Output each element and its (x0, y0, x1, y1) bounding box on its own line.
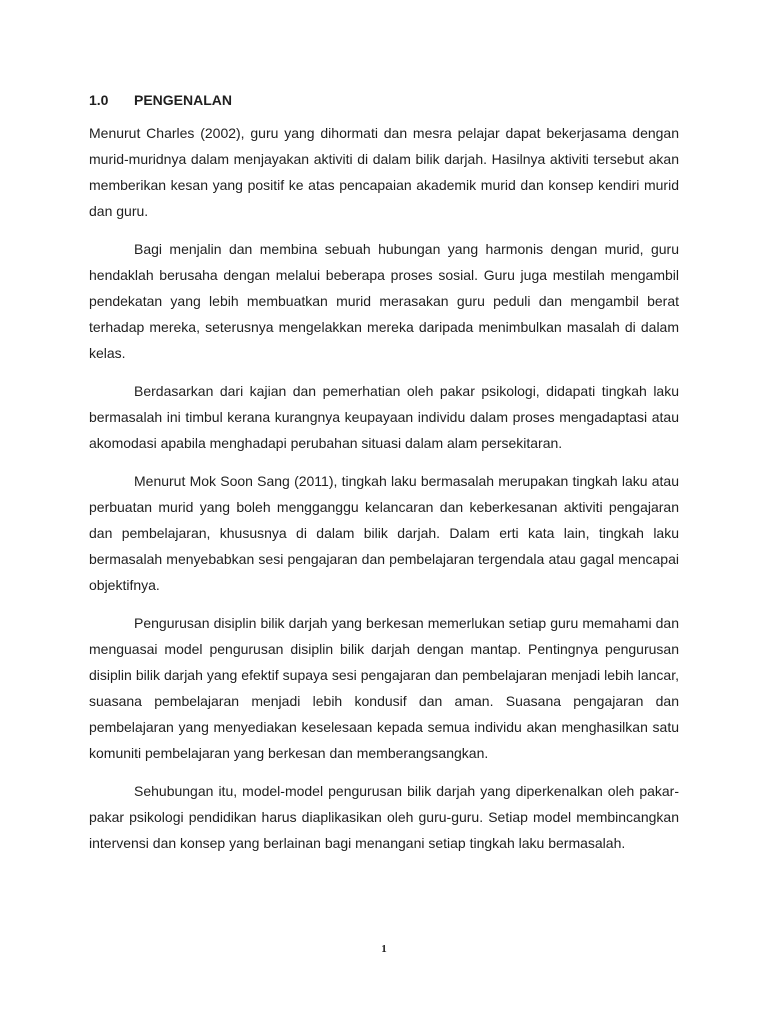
page-number: 1 (381, 943, 387, 955)
paragraph-4: Menurut Mok Soon Sang (2011), tingkah laku bermasalah merupakan tingkah laku atau perbuatan murid yang boleh mengganggu kelancaran dan keberkesanan aktiviti pengajaran dan pembelajaran, khususnya di dalam bilik darjah. Dalam erti kata lain, tingkah laku bermasalah menyebabkan sesi pengajaran dan pembelajaran tergendala atau gagal mencapai objektifnya. (89, 473, 679, 593)
paragraph-2: Bagi menjalin dan membina sebuah hubungan yang harmonis dengan murid, guru hendaklah berusaha dengan melalui beberapa proses sosial. Guru juga mestilah mengambil pendekatan yang lebih membuatkan murid merasakan guru peduli dan mengambil berat terhadap mereka, seterusnya mengelakkan mereka daripada menimbulkan masalah di dalam kelas. (89, 241, 679, 361)
section-heading (89, 88, 679, 112)
page-content (89, 88, 679, 868)
paragraph-6: Sehubungan itu, model-model pengurusan bilik darjah yang diperkenalkan oleh pakar-pakar psikologi pendidikan harus diaplikasikan oleh guru-guru. Setiap model membincangkan intervensi dan konsep yang berlainan bagi menangani setiap tingkah laku bermasalah. (89, 783, 679, 851)
paragraph-5: Pengurusan disiplin bilik darjah yang berkesan memerlukan setiap guru memahami dan menguasai model pengurusan disiplin bilik darjah dengan mantap. Pentingnya pengurusan disiplin bilik darjah yang efektif supaya sesi pengajaran dan pembelajaran menjadi lebih lancar, suasana pembelajaran menjadi lebih kondusif dan aman. Suasana pengajaran dan pembelajaran yang menyediakan keselesaan kepada semua individu akan menghasilkan satu komuniti pembelajaran yang berkesan dan memberangsangkan. (89, 615, 679, 761)
section-number: 1.0 (89, 92, 109, 108)
paragraph-1: Menurut Charles (2002), guru yang dihormati dan mesra pelajar dapat bekerjasama dengan murid-muridnya dalam menjayakan aktiviti di dalam bilik darjah. Hasilnya aktiviti tersebut akan memberikan kesan yang positif ke atas pencapaian akademik murid dan konsep kendiri murid dan guru. (89, 125, 679, 219)
paragraph-3: Berdasarkan dari kajian dan pemerhatian oleh pakar psikologi, didapati tingkah laku bermasalah ini timbul kerana kurangnya keupayaan individu dalam proses mengadaptasi atau akomodasi apabila menghadapi perubahan situasi dalam alam persekitaran. (89, 383, 679, 451)
section-title: PENGENALAN (134, 92, 233, 108)
